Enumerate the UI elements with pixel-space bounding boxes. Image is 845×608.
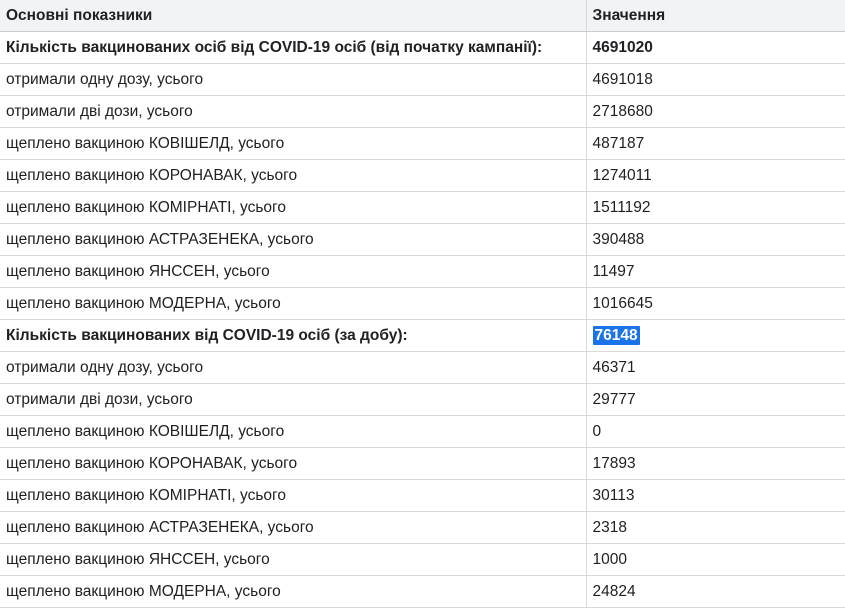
table-row bbox=[0, 320, 845, 352]
indicator-value: 29777 bbox=[586, 384, 845, 416]
indicator-value: 46371 bbox=[586, 352, 845, 384]
indicator-label: отримали дві дози, усього bbox=[0, 384, 586, 416]
table-row bbox=[0, 384, 845, 416]
indicator-label: щеплено вакциною КОВІШЕЛД, усього bbox=[0, 128, 586, 160]
indicator-label: щеплено вакциною МОДЕРНА, усього bbox=[0, 576, 586, 608]
table-row bbox=[0, 416, 845, 448]
table-row bbox=[0, 512, 845, 544]
table-row bbox=[0, 192, 845, 224]
indicator-label: отримали дві дози, усього bbox=[0, 96, 586, 128]
table-row bbox=[0, 64, 845, 96]
indicator-value: 4691020 bbox=[586, 32, 845, 64]
indicator-value: 17893 bbox=[586, 448, 845, 480]
indicator-value: 1274011 bbox=[586, 160, 845, 192]
indicator-label: щеплено вакциною КОВІШЕЛД, усього bbox=[0, 416, 586, 448]
indicator-label: отримали одну дозу, усього bbox=[0, 64, 586, 96]
indicator-value: 487187 bbox=[586, 128, 845, 160]
indicator-label: щеплено вакциною КОРОНАВАК, усього bbox=[0, 448, 586, 480]
indicator-label: щеплено вакциною КОМІРНАТІ, усього bbox=[0, 480, 586, 512]
indicator-value: 1000 bbox=[586, 544, 845, 576]
table-row bbox=[0, 448, 845, 480]
indicator-label: щеплено вакциною КОМІРНАТІ, усього bbox=[0, 192, 586, 224]
column-header-value: Значення bbox=[586, 0, 845, 32]
table-header-row bbox=[0, 0, 845, 32]
indicator-value: 0 bbox=[586, 416, 845, 448]
table-row bbox=[0, 480, 845, 512]
table-row bbox=[0, 128, 845, 160]
indicator-value: 30113 bbox=[586, 480, 845, 512]
table-row bbox=[0, 576, 845, 608]
indicator-label: щеплено вакциною ЯНССЕН, усього bbox=[0, 256, 586, 288]
indicator-value: 2318 bbox=[586, 512, 845, 544]
table-row bbox=[0, 160, 845, 192]
indicator-label: щеплено вакциною ЯНССЕН, усього bbox=[0, 544, 586, 576]
table-row bbox=[0, 352, 845, 384]
indicator-value: 24824 bbox=[586, 576, 845, 608]
indicator-value: 4691018 bbox=[586, 64, 845, 96]
indicator-label: щеплено вакциною АСТРАЗЕНЕКА, усього bbox=[0, 512, 586, 544]
table-row bbox=[0, 224, 845, 256]
table-row bbox=[0, 256, 845, 288]
indicator-label: щеплено вакциною МОДЕРНА, усього bbox=[0, 288, 586, 320]
indicator-value: 390488 bbox=[586, 224, 845, 256]
selected-value[interactable]: 76148 bbox=[594, 327, 638, 344]
indicator-value bbox=[586, 320, 845, 352]
indicator-value: 2718680 bbox=[586, 96, 845, 128]
indicator-label: щеплено вакциною КОРОНАВАК, усього bbox=[0, 160, 586, 192]
indicator-value: 1016645 bbox=[586, 288, 845, 320]
table-row bbox=[0, 32, 845, 64]
table-row bbox=[0, 544, 845, 576]
indicator-value: 1511192 bbox=[586, 192, 845, 224]
table-row bbox=[0, 96, 845, 128]
indicator-label: Кількість вакцинованих від COVID-19 осіб (за добу): bbox=[0, 320, 586, 352]
indicator-label: отримали одну дозу, усього bbox=[0, 352, 586, 384]
indicator-label: Кількість вакцинованих осіб від COVID-19 осіб (від початку кампанії): bbox=[0, 32, 586, 64]
table-row bbox=[0, 288, 845, 320]
column-header-indicator: Основні показники bbox=[0, 0, 586, 32]
indicator-label: щеплено вакциною АСТРАЗЕНЕКА, усього bbox=[0, 224, 586, 256]
indicator-value: 11497 bbox=[586, 256, 845, 288]
